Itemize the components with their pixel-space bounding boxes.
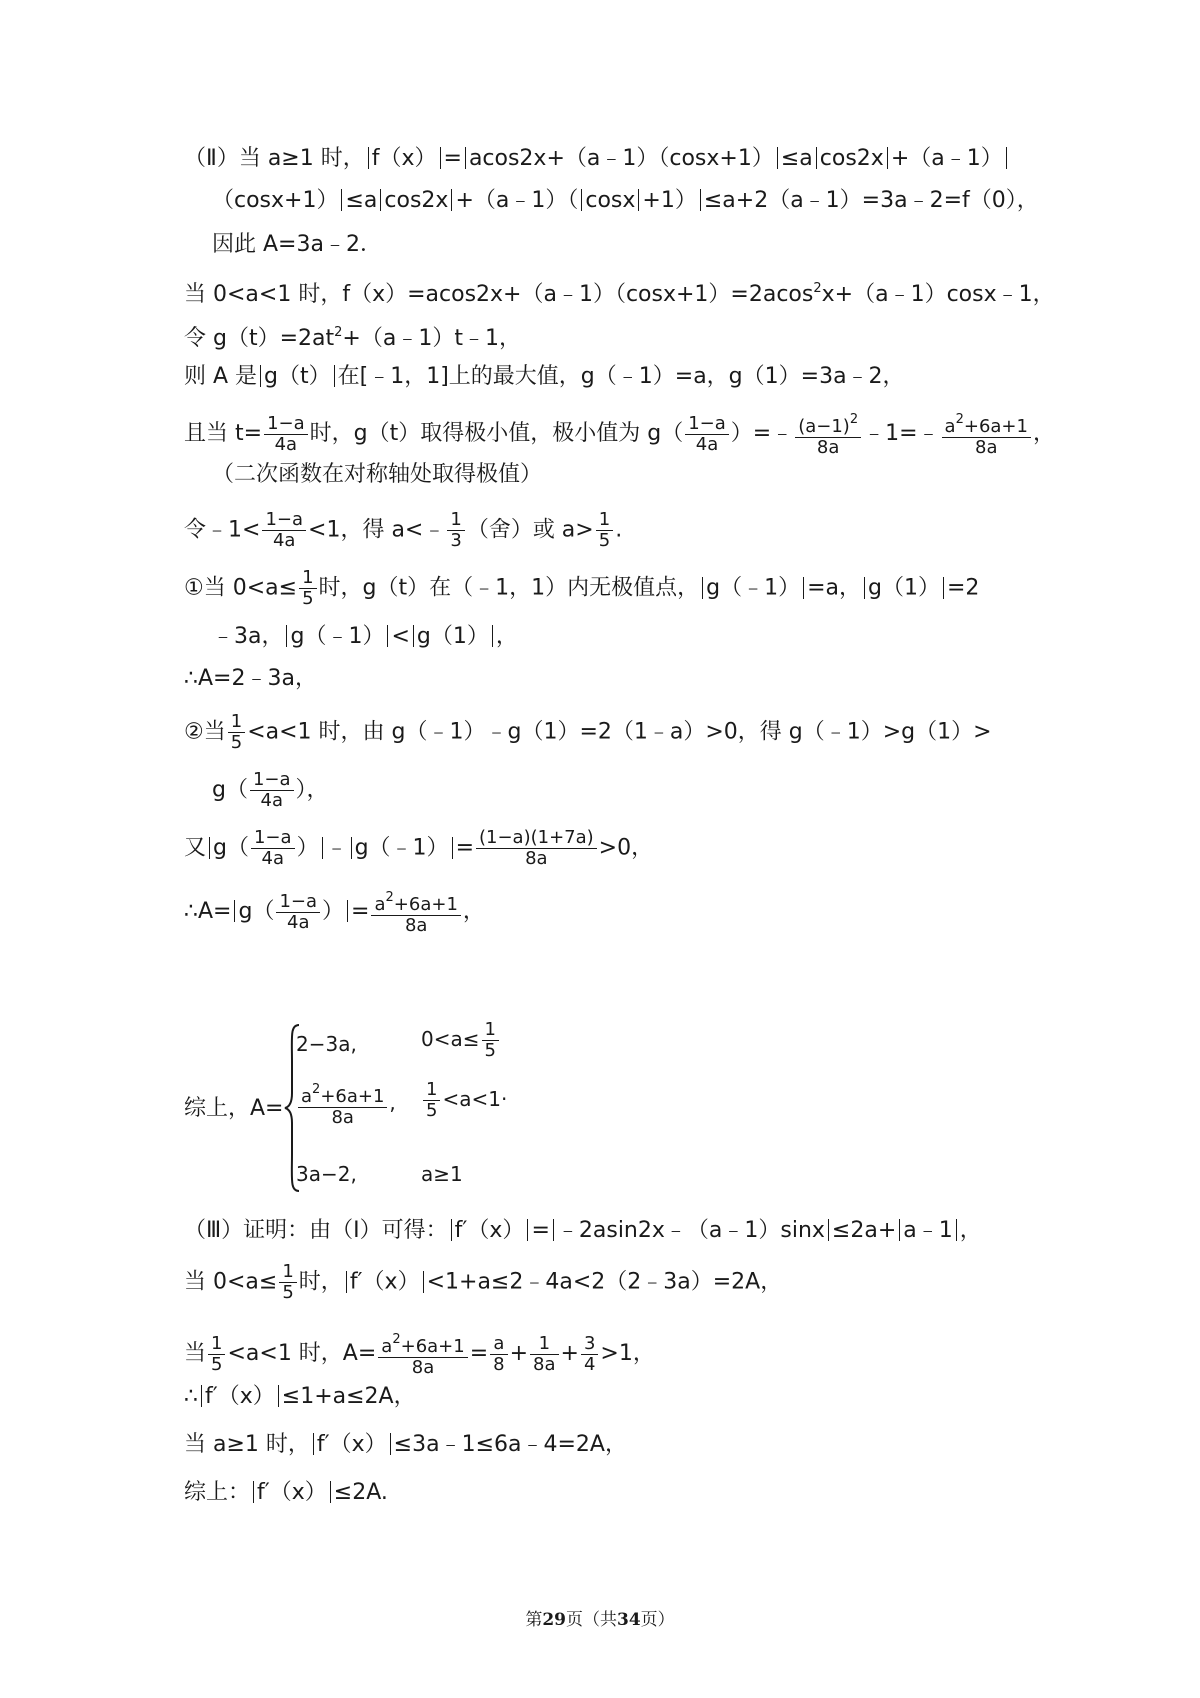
fraction xyxy=(250,770,294,811)
text: g（﹣1） xyxy=(354,835,449,861)
abs-bar xyxy=(209,837,210,859)
denominator: 8a xyxy=(975,437,998,458)
text: cos2x xyxy=(819,146,884,171)
text: +6a+1 xyxy=(393,894,458,915)
text: 又 xyxy=(184,835,207,861)
text: 综上，A= xyxy=(184,1096,284,1121)
line-21 xyxy=(184,1382,416,1412)
text: ﹣3a， xyxy=(212,624,284,649)
text: 页） xyxy=(640,1610,675,1630)
fraction xyxy=(371,888,460,936)
numerator: 1−a xyxy=(262,510,306,531)
superscript: 2 xyxy=(392,1332,401,1347)
text: f′（x） xyxy=(257,1480,327,1505)
denominator: 3 xyxy=(450,530,462,551)
fraction xyxy=(299,568,316,609)
numerator: 1−a xyxy=(251,828,295,849)
text: f′（x） xyxy=(205,1384,275,1409)
line-1 xyxy=(184,144,1010,174)
text: cos2x xyxy=(384,188,449,213)
line-8 xyxy=(212,460,542,490)
denominator: 4a xyxy=(272,530,296,551)
text: 当 0<a<1 时，f（x）=acos2x+（a﹣1）（cosx+1）=2acos xyxy=(184,282,814,307)
numerator: 3 xyxy=(581,1334,598,1355)
abs-bar xyxy=(527,1219,528,1241)
text: <a<1 xyxy=(442,1087,501,1111)
abs-bar xyxy=(390,1433,391,1455)
fraction xyxy=(685,414,729,455)
abs-bar xyxy=(334,365,335,387)
fraction xyxy=(476,828,597,869)
text: 当 a≥1 时， xyxy=(184,1432,310,1457)
abs-bar xyxy=(803,577,804,599)
numerator: 1 xyxy=(299,568,316,589)
text: 时， xyxy=(298,1269,343,1295)
text: >1， xyxy=(600,1341,655,1366)
denominator: 8a xyxy=(525,848,548,869)
text: ②当 xyxy=(184,719,226,745)
text: 页（共 xyxy=(566,1610,617,1630)
abs-bar xyxy=(346,1271,347,1293)
abs-bar xyxy=(887,147,888,169)
numerator xyxy=(378,1330,467,1358)
denominator: 5 xyxy=(598,530,611,551)
numerator: 1 xyxy=(482,1020,499,1041)
line-16 xyxy=(184,888,485,936)
numerator: 1 xyxy=(423,1080,440,1101)
denominator: 5 xyxy=(282,1282,294,1303)
fraction xyxy=(490,1334,507,1375)
text: （Ⅱ）当 a≥1 时， xyxy=(184,146,365,171)
fraction xyxy=(251,828,295,869)
abs-bar xyxy=(440,147,441,169)
denominator: 8a xyxy=(411,1357,435,1378)
line-12 xyxy=(184,664,317,694)
numerator: a xyxy=(490,1334,507,1355)
denominator: 5 xyxy=(230,732,243,753)
text: a﹣1 xyxy=(903,1218,953,1243)
numerator: 1−a xyxy=(250,770,294,791)
text: 令﹣1< xyxy=(184,517,261,543)
text: g（﹣1） xyxy=(706,575,801,601)
abs-bar xyxy=(899,1219,900,1241)
superscript: 2 xyxy=(312,1082,321,1097)
abs-bar xyxy=(260,365,261,387)
text: a xyxy=(301,1086,313,1107)
abs-bar xyxy=(700,189,701,211)
text: +（a﹣1）t﹣1， xyxy=(342,326,521,351)
denominator: 4a xyxy=(274,433,298,455)
text: <1，得 a<﹣ xyxy=(308,517,446,543)
abs-bar xyxy=(956,1219,957,1241)
text: <1+a≤2﹣4a<2（2﹣3a）=2A， xyxy=(426,1269,783,1295)
denominator: 8 xyxy=(493,1353,505,1375)
line-22 xyxy=(184,1430,627,1460)
numerator xyxy=(298,1080,387,1108)
text: +（a﹣1）（ xyxy=(455,188,579,213)
numerator: 1−a xyxy=(264,414,308,435)
text: 令 g（t）=2at xyxy=(184,326,335,351)
text: g（ xyxy=(238,899,275,924)
case-3 xyxy=(296,1162,463,1186)
line-13 xyxy=(184,712,992,753)
text: g（ xyxy=(212,777,248,803)
text: 在[﹣1，1]上的最大值，g（﹣1）=a，g（1）=3a﹣2， xyxy=(337,364,905,389)
denominator: 8a xyxy=(816,437,840,458)
text: ﹣2asin2x﹣（a﹣1）sinx xyxy=(556,1218,825,1243)
numerator: 1 xyxy=(596,510,613,531)
abs-bar xyxy=(1006,147,1007,169)
abs-bar xyxy=(322,837,323,859)
abs-bar xyxy=(816,147,817,169)
denominator: 5 xyxy=(426,1100,438,1121)
text: （舍）或 a> xyxy=(466,517,594,543)
fraction xyxy=(423,1080,440,1121)
text: 综上： xyxy=(184,1480,251,1505)
fraction xyxy=(264,414,308,455)
abs-bar xyxy=(313,1433,314,1455)
text: （Ⅲ）证明：由（Ⅰ）可得： xyxy=(184,1218,448,1243)
abs-bar xyxy=(368,147,369,169)
numerator: (1−a)(1+7a) xyxy=(476,828,597,849)
text: ﹣1=﹣ xyxy=(863,421,940,446)
numerator: 1 xyxy=(530,1334,558,1355)
abs-bar xyxy=(451,1219,452,1241)
text: 当 xyxy=(184,1341,207,1366)
abs-bar xyxy=(387,625,388,647)
line-5 xyxy=(184,318,521,354)
text: = xyxy=(351,899,370,924)
case-cond xyxy=(421,1020,501,1061)
abs-bar xyxy=(492,625,493,647)
numerator xyxy=(795,410,861,438)
text: 则 A 是 xyxy=(184,364,258,389)
text: （二次函数在对称轴处取得极值） xyxy=(212,462,543,487)
page-footer xyxy=(0,1605,1200,1630)
abs-bar xyxy=(638,189,639,211)
denominator: 4a xyxy=(260,790,283,811)
text: ﹣ xyxy=(325,835,348,861)
text: f′（x） xyxy=(316,1432,387,1457)
abs-bar xyxy=(702,577,703,599)
denominator: 4a xyxy=(695,433,719,455)
page-total: 34 xyxy=(617,1610,641,1630)
abs-bar xyxy=(451,189,452,211)
text: =2 xyxy=(946,575,980,601)
text: ∴A= xyxy=(184,899,232,924)
numerator: 1 xyxy=(279,1262,296,1283)
text: = xyxy=(455,835,474,861)
text: = xyxy=(469,1341,489,1366)
denominator: 8a xyxy=(331,1107,354,1128)
text: + xyxy=(560,1341,579,1366)
numerator xyxy=(371,888,460,916)
case-expr: 3a−2, xyxy=(296,1162,357,1186)
superscript: 2 xyxy=(813,281,822,296)
denominator: 4 xyxy=(583,1353,596,1375)
text: g（﹣1） xyxy=(290,624,385,649)
numerator xyxy=(942,410,1031,438)
text: ， xyxy=(462,899,485,924)
text: >0， xyxy=(598,835,654,861)
numerator: 1−a xyxy=(276,892,320,913)
abs-bar xyxy=(828,1219,829,1241)
denominator: 8a xyxy=(404,915,428,936)
numerator: 1 xyxy=(208,1334,225,1355)
abs-bar xyxy=(278,1385,279,1407)
line-4 xyxy=(184,274,1055,310)
denominator: 4a xyxy=(261,848,285,869)
line-11 xyxy=(212,622,518,652)
text: ， xyxy=(959,1218,982,1243)
numerator: 1−a xyxy=(685,414,729,435)
fraction xyxy=(942,410,1031,458)
abs-bar xyxy=(413,625,414,647)
text: ≤1+a≤2A， xyxy=(281,1384,416,1409)
fraction xyxy=(228,712,245,753)
text: ①当 0<a≤ xyxy=(184,575,298,601)
fraction xyxy=(581,1334,598,1375)
text: 第 xyxy=(525,1610,543,1630)
text: ≤2A. xyxy=(333,1480,388,1505)
line-15 xyxy=(184,828,653,869)
superscript: 2 xyxy=(955,412,964,427)
text: ， xyxy=(495,624,518,649)
line-18 xyxy=(184,1216,982,1246)
text: acos2x+（a﹣1）（cosx+1） xyxy=(468,146,774,171)
line-19 xyxy=(184,1262,782,1303)
text: +6a+1 xyxy=(963,416,1028,437)
text: ∴A=2﹣3a， xyxy=(184,666,317,691)
line-3 xyxy=(212,230,382,260)
text: a xyxy=(381,1336,393,1357)
text: g（ xyxy=(213,835,249,861)
text: 时，g（t）取得极小值，极小值为 g（ xyxy=(309,421,684,446)
fraction xyxy=(298,1080,387,1128)
text: 时，g（t）在（﹣1，1）内无极值点， xyxy=(318,575,700,601)
text: （cosx+1） xyxy=(212,188,339,213)
text: · xyxy=(500,1087,508,1111)
text: a xyxy=(944,416,956,437)
fraction xyxy=(262,510,306,551)
abs-bar xyxy=(423,1271,424,1293)
text: ≤2a+ xyxy=(831,1218,897,1243)
abs-bar xyxy=(351,837,352,859)
text: 且当 t= xyxy=(184,421,263,446)
text: ） xyxy=(296,835,319,861)
line-17 xyxy=(184,1094,283,1124)
abs-bar xyxy=(380,189,381,211)
text: cosx xyxy=(585,188,636,213)
line-10 xyxy=(184,568,979,609)
text: (a−1) xyxy=(798,416,850,437)
case-expr: 2−3a, xyxy=(296,1032,357,1056)
text: =a， xyxy=(807,575,861,601)
abs-bar xyxy=(286,625,287,647)
text: < xyxy=(391,624,410,649)
abs-bar xyxy=(465,147,466,169)
fraction xyxy=(276,892,320,933)
text: 0<a≤ xyxy=(421,1027,480,1051)
line-23 xyxy=(184,1478,388,1508)
fraction xyxy=(795,410,861,458)
text: ） xyxy=(322,899,345,924)
text: , xyxy=(389,1090,396,1115)
text: +6a+1 xyxy=(320,1086,385,1107)
abs-bar xyxy=(553,1219,554,1241)
text: ≤3a﹣1≤6a﹣4=2A， xyxy=(393,1432,627,1457)
text: +1） xyxy=(642,188,697,213)
text: g（1） xyxy=(868,575,940,601)
fraction xyxy=(447,510,464,551)
abs-bar xyxy=(943,577,944,599)
superscript: 2 xyxy=(334,325,343,340)
denominator: 8a xyxy=(533,1353,556,1375)
fraction xyxy=(279,1262,296,1303)
text: 因此 A=3a﹣2． xyxy=(212,232,382,257)
page-number: 29 xyxy=(542,1610,566,1630)
abs-bar xyxy=(330,1481,331,1503)
text: ）， xyxy=(295,777,329,803)
denominator: 4a xyxy=(287,911,310,933)
fraction xyxy=(530,1334,558,1375)
abs-bar xyxy=(253,1481,254,1503)
abs-bar xyxy=(864,577,865,599)
case-2 xyxy=(296,1079,508,1128)
case-1 xyxy=(296,1019,496,1061)
numerator: 1 xyxy=(447,510,464,531)
text: a xyxy=(374,894,386,915)
abs-bar xyxy=(341,189,342,211)
superscript: 2 xyxy=(385,890,394,905)
fraction xyxy=(378,1330,467,1378)
abs-bar xyxy=(347,900,348,922)
text: ≤a xyxy=(780,146,813,171)
line-14 xyxy=(212,770,329,811)
abs-bar xyxy=(581,189,582,211)
abs-bar xyxy=(234,900,235,922)
line-2 xyxy=(212,186,1039,216)
denominator: 5 xyxy=(211,1353,223,1375)
text: +（a﹣1） xyxy=(890,146,1003,171)
denominator: 5 xyxy=(302,588,314,609)
fraction xyxy=(208,1334,225,1375)
text: f′（x） xyxy=(454,1218,525,1243)
denominator: 5 xyxy=(484,1040,496,1061)
text: x+（a﹣1）cosx﹣1， xyxy=(821,282,1055,307)
abs-bar xyxy=(201,1385,202,1407)
text: ∴ xyxy=(184,1384,198,1409)
case-cond: a≥1 xyxy=(421,1162,463,1186)
text: ≤a xyxy=(345,188,378,213)
text: . xyxy=(615,517,623,543)
text: ， xyxy=(1032,421,1055,446)
line-20 xyxy=(184,1330,655,1378)
text: f（x） xyxy=(371,146,437,171)
line-6 xyxy=(184,362,905,392)
line-9 xyxy=(184,510,622,551)
text: ≤a+2（a﹣1）=3a﹣2=f（0）， xyxy=(703,188,1039,213)
superscript: 2 xyxy=(849,412,859,427)
text: ）=﹣ xyxy=(730,421,794,446)
abs-bar xyxy=(452,837,453,859)
text: f′（x） xyxy=(349,1269,420,1295)
fraction xyxy=(482,1020,499,1061)
text: 当 0<a≤ xyxy=(184,1269,278,1295)
text: +6a+1 xyxy=(400,1336,465,1357)
numerator: 1 xyxy=(228,712,245,733)
text: g（1） xyxy=(416,624,489,649)
text: <a<1 时，A= xyxy=(227,1341,377,1366)
case-cond xyxy=(421,1080,507,1121)
abs-bar xyxy=(777,147,778,169)
text: g（t） xyxy=(264,364,331,389)
text: + xyxy=(509,1341,529,1366)
text: <a<1 时，由 g（﹣1）﹣g（1）=2（1﹣a）>0，得 g（﹣1）>g（1）> xyxy=(247,719,992,745)
fraction xyxy=(596,510,613,551)
line-7 xyxy=(184,410,1055,458)
text: = xyxy=(531,1218,550,1243)
text: = xyxy=(443,146,462,171)
